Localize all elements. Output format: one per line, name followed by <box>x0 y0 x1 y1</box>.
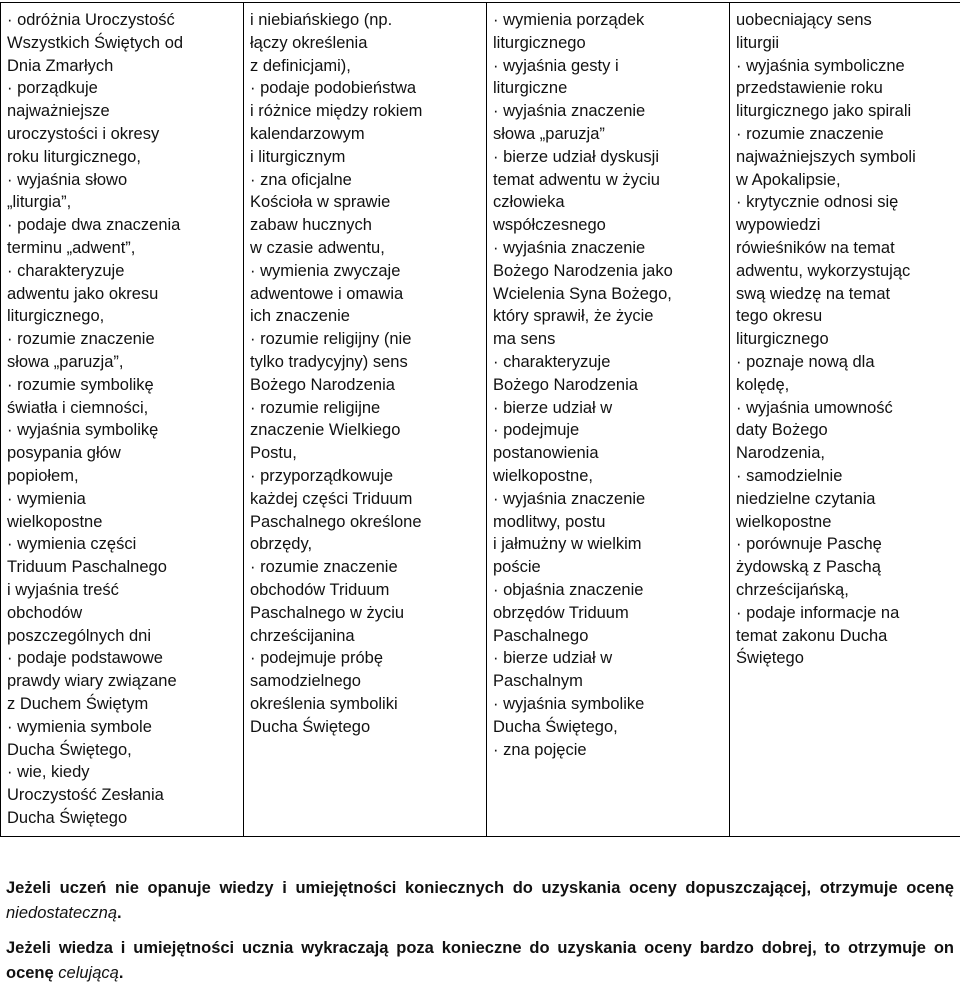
cell-text-line: adwentu, wykorzystując <box>736 261 911 280</box>
cell-text-line: niedzielne czytania <box>736 489 876 508</box>
cell-text-line: · rozumie religijny (nie <box>250 330 412 349</box>
cell-text-line: Ducha Świętego <box>250 717 371 736</box>
cell-text-line: · rozumie znaczenie <box>250 558 398 577</box>
cell-text-line: i liturgicznym <box>250 147 346 166</box>
cell-text-line: Paschalnego w życiu <box>250 603 405 622</box>
cell-text-line: · charakteryzuje <box>493 352 611 371</box>
cell-text-line: · wyjaśnia słowo <box>7 170 128 189</box>
cell-text-line: Bożego Narodzenia <box>250 375 395 394</box>
cell-text-line: · podejmuje <box>493 421 580 440</box>
cell-text-line: swą wiedzę na temat <box>736 284 891 303</box>
cell-text-line: · odróżnia Uroczystość <box>7 11 175 29</box>
cell-text-line: Ducha Świętego <box>7 808 128 827</box>
cell-text-line: chrześcijanina <box>250 626 355 645</box>
cell-text-line: adwentowe i omawia <box>250 284 404 303</box>
cell-text-line: poście <box>493 558 541 577</box>
cell-text-line: człowieka <box>493 193 565 212</box>
cell-text-line: · samodzielnie <box>736 466 843 485</box>
requirements-table <box>0 2 960 837</box>
cell-text-line: · wymienia porządek <box>493 11 645 29</box>
cell-text-line: zabaw hucznych <box>250 216 372 235</box>
cell-text-line: uroczystości i okresy <box>7 124 160 143</box>
cell-text-line: określenia symboliki <box>250 694 398 713</box>
cell-text-line: i jałmużny w wielkim <box>493 535 642 554</box>
cell-text-line: · zna oficjalne <box>250 170 352 189</box>
cell-text-line: najważniejszych symboli <box>736 147 916 166</box>
cell-text-line: Narodzenia, <box>736 444 825 463</box>
cell-text-line: · wyjaśnia znaczenie <box>493 489 646 508</box>
cell-text-line: światła i ciemności, <box>7 398 149 417</box>
cell-text-line: i różnice między rokiem <box>250 102 423 121</box>
cell-text-line: · krytycznie odnosi się <box>736 193 899 212</box>
cell-text-line: Uroczystość Zesłania <box>7 786 164 805</box>
cell-text-line: · podaje dwa znaczenia <box>7 216 181 235</box>
cell-text-line: prawdy wiary związane <box>7 672 177 691</box>
cell-text-line: daty Bożego <box>736 421 828 440</box>
cell-text-line: uobecniający sens <box>736 11 872 29</box>
cell-text-line: z definicjami), <box>250 56 351 75</box>
cell-text-line: łączy określenia <box>250 33 368 52</box>
cell-text-line: · bierze udział dyskusji <box>493 147 659 166</box>
cell-text-line: · zna pojęcie <box>493 740 587 759</box>
footer-text: Jeżeli uczeń nie opanuje wiedzy i umiejętności koniecznych do uzyskania oceny dopuszczającej, otrzymuje ocenę <box>6 879 954 897</box>
cell-text-line: słowa „paruzja” <box>493 124 605 143</box>
cell-text-line: modlitwy, postu <box>493 512 606 531</box>
cell-text-line: i wyjaśnia treść <box>7 580 119 599</box>
cell-text-line: Postu, <box>250 444 297 463</box>
cell-text-line: liturgicznego, <box>7 307 105 326</box>
cell-text-line: Kościoła w sprawie <box>250 193 391 212</box>
cell-text-line: tego okresu <box>736 307 823 326</box>
cell-text-line: · podaje podobieństwa <box>250 79 417 98</box>
cell-text-line: ma sens <box>493 330 556 349</box>
cell-text-line: · bierze udział w <box>493 398 613 417</box>
cell-text-line: · wymienia symbole <box>7 717 152 736</box>
cell-text-line: · wyjaśnia umowność <box>736 398 893 417</box>
cell-text-line: · wyjaśnia znaczenie <box>493 102 646 121</box>
cell-text-line: · rozumie symbolikę <box>7 375 154 394</box>
cell-text-line: rówieśników na temat <box>736 238 895 257</box>
cell-text-line: obrzędów Triduum <box>493 603 629 622</box>
table-row <box>1 3 960 837</box>
footer-punct: . <box>117 904 122 922</box>
cell-text-line: Świętego <box>736 649 804 668</box>
footer-punct: . <box>118 964 124 982</box>
column-1-cell <box>1 3 244 837</box>
cell-text-line: poszczególnych dni <box>7 626 152 645</box>
cell-text-line: w Apokalipsie, <box>736 170 841 189</box>
cell-text-line: · wyjaśnia gesty i <box>493 56 619 75</box>
cell-text-line: · podaje podstawowe <box>7 649 163 668</box>
cell-text-line: · wymienia części <box>7 535 137 554</box>
cell-text-line: każdej części Triduum <box>250 489 413 508</box>
cell-text-line: · bierze udział w <box>493 649 613 668</box>
cell-text-line: · wyjaśnia znaczenie <box>493 238 646 257</box>
cell-text-line: · wyjaśnia symbolikę <box>7 421 159 440</box>
cell-text-line: · charakteryzuje <box>7 261 125 280</box>
cell-text-line: Wszystkich Świętych od <box>7 33 184 52</box>
cell-text-line: temat zakonu Ducha <box>736 626 888 645</box>
cell-text-line: · podejmuje próbę <box>250 649 383 668</box>
cell-text-line: · objaśnia znaczenie <box>493 580 644 599</box>
cell-text-line: chrześcijańską, <box>736 580 849 599</box>
cell-text-line: liturgicznego jako spirali <box>736 102 912 121</box>
column-3-cell <box>487 3 730 837</box>
cell-text-line: wielkopostne <box>736 512 832 531</box>
cell-text-line: w czasie adwentu, <box>250 238 385 257</box>
cell-text-line: samodzielnego <box>250 672 361 691</box>
cell-text-line: · wymienia <box>7 489 86 508</box>
cell-text-line: „liturgia”, <box>7 193 72 212</box>
cell-text-line: postanowienia <box>493 444 599 463</box>
cell-text-line: kalendarzowym <box>250 124 365 143</box>
cell-text-line: Dnia Zmarłych <box>7 56 114 75</box>
cell-text-line: Triduum Paschalnego <box>7 558 167 577</box>
cell-text-line: adwentu jako okresu <box>7 284 159 303</box>
cell-text-line: · porównuje Paschę <box>736 535 882 554</box>
cell-text-line: · rozumie znaczenie <box>736 124 884 143</box>
cell-text-line: · rozumie znaczenie <box>7 330 155 349</box>
cell-text-line: Bożego Narodzenia <box>493 375 638 394</box>
cell-text-line: terminu „adwent”, <box>7 238 136 257</box>
cell-text-line: z Duchem Świętym <box>7 694 149 713</box>
cell-text-line: słowa „paruzja”, <box>7 352 124 371</box>
grading-footer <box>6 876 954 996</box>
column-4-cell <box>730 3 960 837</box>
cell-text-line: ich znaczenie <box>250 307 350 326</box>
footer-grade: celującą <box>58 964 119 982</box>
cell-text-line: znaczenie Wielkiego <box>250 421 401 440</box>
cell-text-line: Paschalnego <box>493 626 589 645</box>
cell-text-line: · wie, kiedy <box>7 763 90 782</box>
cell-text-line: Wcielenia Syna Bożego, <box>493 284 672 303</box>
cell-text-line: przedstawienie roku <box>736 79 883 98</box>
cell-text-line: Ducha Świętego, <box>7 740 132 759</box>
cell-text-line: liturgiczne <box>493 79 568 98</box>
cell-text-line: wielkopostne, <box>493 466 593 485</box>
cell-text-line: liturgicznego <box>493 33 586 52</box>
footer-paragraph-excellent <box>6 936 954 986</box>
cell-text-line: Bożego Narodzenia jako <box>493 261 673 280</box>
cell-text-line: liturgii <box>736 33 780 52</box>
cell-text-line: · poznaje nową dla <box>736 352 875 371</box>
cell-text-line: · wymienia zwyczaje <box>250 261 401 280</box>
cell-text-line: wypowiedzi <box>736 216 821 235</box>
cell-text-line: współczesnego <box>493 216 606 235</box>
footer-paragraph-failing <box>6 876 954 926</box>
cell-text-line: najważniejsze <box>7 102 110 121</box>
cell-text-line: który sprawił, że życie <box>493 307 654 326</box>
cell-text-line: · rozumie religijne <box>250 398 381 417</box>
cell-text-line: obrzędy, <box>250 535 313 554</box>
column-2-cell <box>244 3 487 837</box>
cell-text-line: żydowską z Paschą <box>736 558 881 577</box>
cell-text-line: · wyjaśnia symboliczne <box>736 56 905 75</box>
cell-text-line: · podaje informacje na <box>736 603 900 622</box>
cell-text-line: · wyjaśnia symbolike <box>493 694 645 713</box>
cell-text-line: Paschalnym <box>493 672 583 691</box>
cell-text-line: · porządkuje <box>7 79 98 98</box>
cell-text-line: Ducha Świętego, <box>493 717 618 736</box>
cell-text-line: popiołem, <box>7 466 79 485</box>
footer-grade: niedostateczną <box>6 904 117 922</box>
cell-text-line: obchodów Triduum <box>250 580 390 599</box>
cell-text-line: posypania głów <box>7 444 121 463</box>
cell-text-line: kolędę, <box>736 375 790 394</box>
cell-text-line: liturgicznego <box>736 330 829 349</box>
cell-text-line: i niebiańskiego (np. <box>250 11 393 29</box>
footer-text: Jeżeli wiedza i umiejętności ucznia wykraczają poza konieczne do uzyskania oceny bardzo dobrej, to otrzymuje on ocenę <box>6 939 954 982</box>
cell-text-line: obchodów <box>7 603 83 622</box>
cell-text-line: roku liturgicznego, <box>7 147 141 166</box>
cell-text-line: wielkopostne <box>7 512 103 531</box>
cell-text-line: temat adwentu w życiu <box>493 170 660 189</box>
cell-text-line: tylko tradycyjny) sens <box>250 352 408 371</box>
cell-text-line: Paschalnego określone <box>250 512 422 531</box>
cell-text-line: · przyporządkowuje <box>250 466 394 485</box>
